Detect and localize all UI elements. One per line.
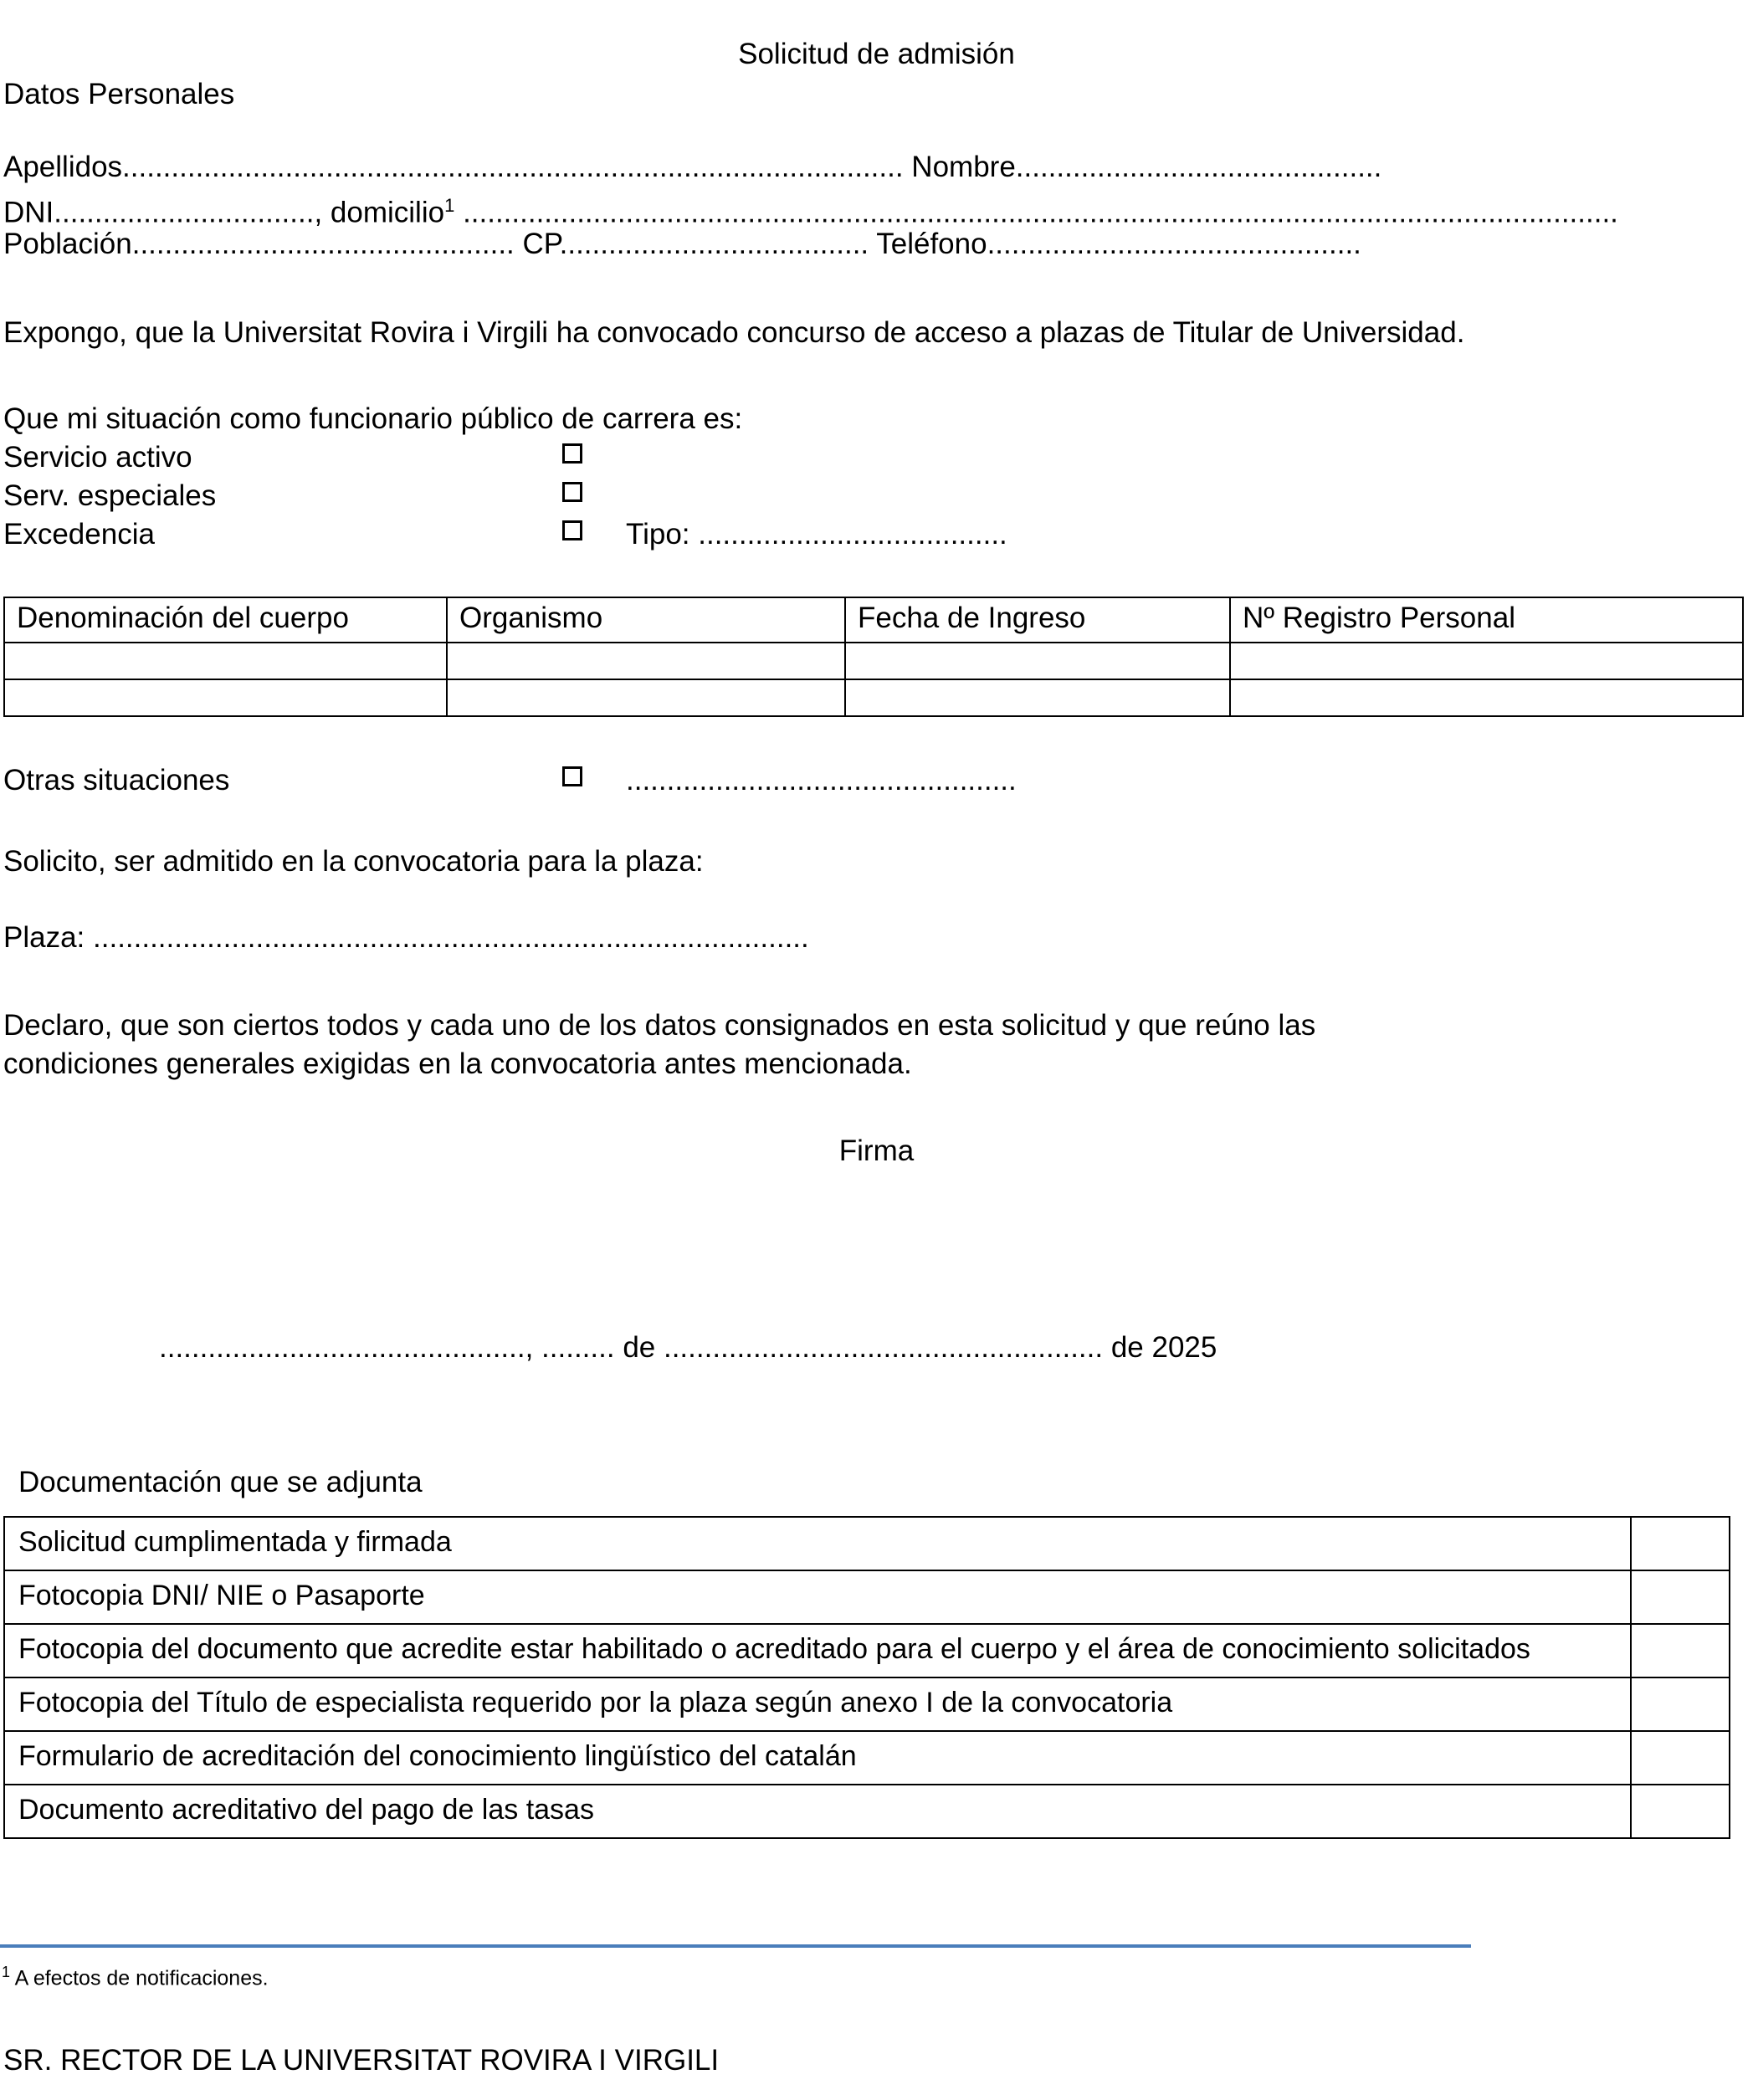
paragraph-declaro-line-1: Declaro, que son ciertos todos y cada uno de los datos consignados en esta solicitud y que reúno las <box>3 1009 1316 1042</box>
doc-row-label: Fotocopia DNI/ NIE o Pasaporte <box>4 1570 1631 1624</box>
table-row <box>4 1517 1730 1570</box>
option-label-excedencia: Excedencia <box>3 518 155 551</box>
plaza-label: Plaza: <box>3 921 85 954</box>
cell-registro-personal[interactable] <box>1230 643 1743 679</box>
addressee-line: SR. RECTOR DE LA UNIVERSITAT ROVIRA I VIRGILI <box>3 2044 720 2077</box>
option-label-servicio-activo: Servicio activo <box>3 441 192 474</box>
cell-fecha-ingreso[interactable] <box>845 643 1230 679</box>
footnote-marker: 1 <box>2 1964 11 1980</box>
plaza-input-line[interactable]: ........................................................................................ <box>93 921 809 954</box>
month-input-line[interactable]: ...................................................... <box>663 1331 1104 1364</box>
paragraph-expongo: Expongo, que la Universitat Rovira i Virgili ha convocado concurso de acceso a plazas de Titular de Universidad. <box>3 316 1465 349</box>
table-row <box>4 1731 1730 1785</box>
poblacion-label: Población <box>3 228 132 260</box>
date-line <box>159 1329 1217 1367</box>
spacer-8 <box>533 1331 541 1364</box>
doc-row-checkbox-cell[interactable] <box>1631 1677 1730 1731</box>
checkbox-excedencia[interactable] <box>562 520 582 540</box>
spacer-1 <box>904 151 912 183</box>
spacer-10 <box>655 1331 664 1364</box>
cell-organismo[interactable] <box>447 643 845 679</box>
doc-row-label: Documento acreditativo del pago de las tasas <box>4 1785 1631 1838</box>
section-heading-datos-personales: Datos Personales <box>3 78 235 110</box>
footnote <box>2 1958 269 1992</box>
checkbox-servicio-activo[interactable] <box>562 443 582 464</box>
date-de-1: de <box>623 1331 656 1364</box>
doc-row-checkbox-cell[interactable] <box>1631 1517 1730 1570</box>
cp-input-line[interactable]: ...................................... <box>559 228 869 260</box>
spacer-3 <box>454 197 463 229</box>
excedencia-tipo-label: Tipo: <box>626 518 690 551</box>
doc-row-label: Formulario de acreditación del conocimiento lingüístico del catalán <box>4 1731 1631 1785</box>
footnote-separator <box>0 1944 1471 1948</box>
option-label-otras-situaciones: Otras situaciones <box>3 764 230 796</box>
signature-area[interactable] <box>586 1171 1171 1305</box>
column-header-organismo: Organismo <box>447 597 845 643</box>
spacer-7 <box>85 921 93 954</box>
domicilio-footnote-marker: 1 <box>444 195 455 216</box>
column-header-denominacion: Denominación del cuerpo <box>4 597 447 643</box>
doc-row-label: Solicitud cumplimentada y firmada <box>4 1517 1631 1570</box>
telefono-input-line[interactable]: .............................................. <box>987 228 1361 260</box>
paragraph-situacion-intro: Que mi situación como funcionario público de carrera es: <box>3 402 743 435</box>
spacer-5 <box>869 228 876 260</box>
doc-row-checkbox-cell[interactable] <box>1631 1785 1730 1838</box>
table-row <box>4 1677 1730 1731</box>
field-row-plaza <box>3 919 809 957</box>
doc-row-checkbox-cell[interactable] <box>1631 1570 1730 1624</box>
nombre-label: Nombre <box>911 151 1016 183</box>
nombre-input-line[interactable]: ............................................. <box>1015 151 1382 183</box>
dni-label: DNI <box>3 196 54 229</box>
day-input-line[interactable]: ......... <box>541 1331 615 1364</box>
doc-row-checkbox-cell[interactable] <box>1631 1624 1730 1677</box>
place-input-line[interactable]: ............................................., <box>159 1331 534 1364</box>
column-header-fecha-ingreso: Fecha de Ingreso <box>845 597 1230 643</box>
option-label-serv-especiales: Serv. especiales <box>3 479 217 512</box>
spacer-12 <box>1144 1331 1152 1364</box>
table-row <box>4 1570 1730 1624</box>
cell-fecha-ingreso[interactable] <box>845 679 1230 716</box>
date-de-2: de <box>1110 1331 1144 1364</box>
footnote-text: A efectos de notificaciones. <box>14 1966 269 1990</box>
paragraph-solicito: Solicito, ser admitido en la convocatoria para la plaza: <box>3 845 704 878</box>
poblacion-input-line[interactable]: ............................................... <box>131 228 515 260</box>
page-title: Solicitud de admisión <box>738 38 1015 70</box>
field-row-apellidos-nombre <box>3 148 1381 187</box>
spacer-6 <box>690 518 699 551</box>
spacer-9 <box>615 1331 623 1364</box>
doc-row-label: Fotocopia del Título de especialista requerido por la plaza según anexo I de la convocatoria <box>4 1677 1631 1731</box>
dni-input-line[interactable]: ................................, <box>54 196 323 229</box>
cell-denominacion[interactable] <box>4 679 447 716</box>
cuerpo-table <box>3 597 1744 717</box>
table-row <box>4 1624 1730 1677</box>
date-year: 2025 <box>1151 1331 1217 1364</box>
spacer-4 <box>515 228 523 260</box>
cell-registro-personal[interactable] <box>1230 679 1743 716</box>
domicilio-label: domicilio <box>330 196 445 229</box>
cp-label: CP <box>522 228 560 260</box>
firma-label: Firma <box>838 1135 915 1167</box>
checkbox-otras-situaciones[interactable] <box>562 766 582 786</box>
table-row <box>4 1785 1730 1838</box>
spacer-2 <box>322 197 331 229</box>
spacer-11 <box>1103 1331 1111 1364</box>
cell-organismo[interactable] <box>447 679 845 716</box>
excedencia-tipo-row <box>626 515 1007 554</box>
table-row <box>4 643 1743 679</box>
field-row-poblacion-cp-telefono <box>3 225 1361 264</box>
documentacion-table <box>3 1516 1730 1839</box>
cell-denominacion[interactable] <box>4 643 447 679</box>
table-header-row <box>4 597 1743 643</box>
doc-row-label: Fotocopia del documento que acredite estar habilitado o acreditado para el cuerpo y el área de conocimiento solicitados <box>4 1624 1631 1677</box>
checkbox-serv-especiales[interactable] <box>562 482 582 502</box>
table-row <box>4 679 1743 716</box>
paragraph-declaro-line-2: condiciones generales exigidas en la convocatoria antes mencionada. <box>3 1047 912 1080</box>
otras-situaciones-input-line[interactable]: ................................................ <box>626 764 1017 796</box>
telefono-label: Teléfono <box>876 228 987 260</box>
apellidos-input-line[interactable]: ................................................................................................ <box>122 151 904 183</box>
apellidos-label: Apellidos <box>3 151 123 183</box>
excedencia-tipo-input-line[interactable]: ...................................... <box>698 518 1007 551</box>
column-header-registro-personal: Nº Registro Personal <box>1230 597 1743 643</box>
section-heading-documentacion: Documentación que se adjunta <box>18 1466 423 1498</box>
doc-row-checkbox-cell[interactable] <box>1631 1731 1730 1785</box>
domicilio-input-line[interactable]: .............................................................................................................................................. <box>463 196 1618 229</box>
